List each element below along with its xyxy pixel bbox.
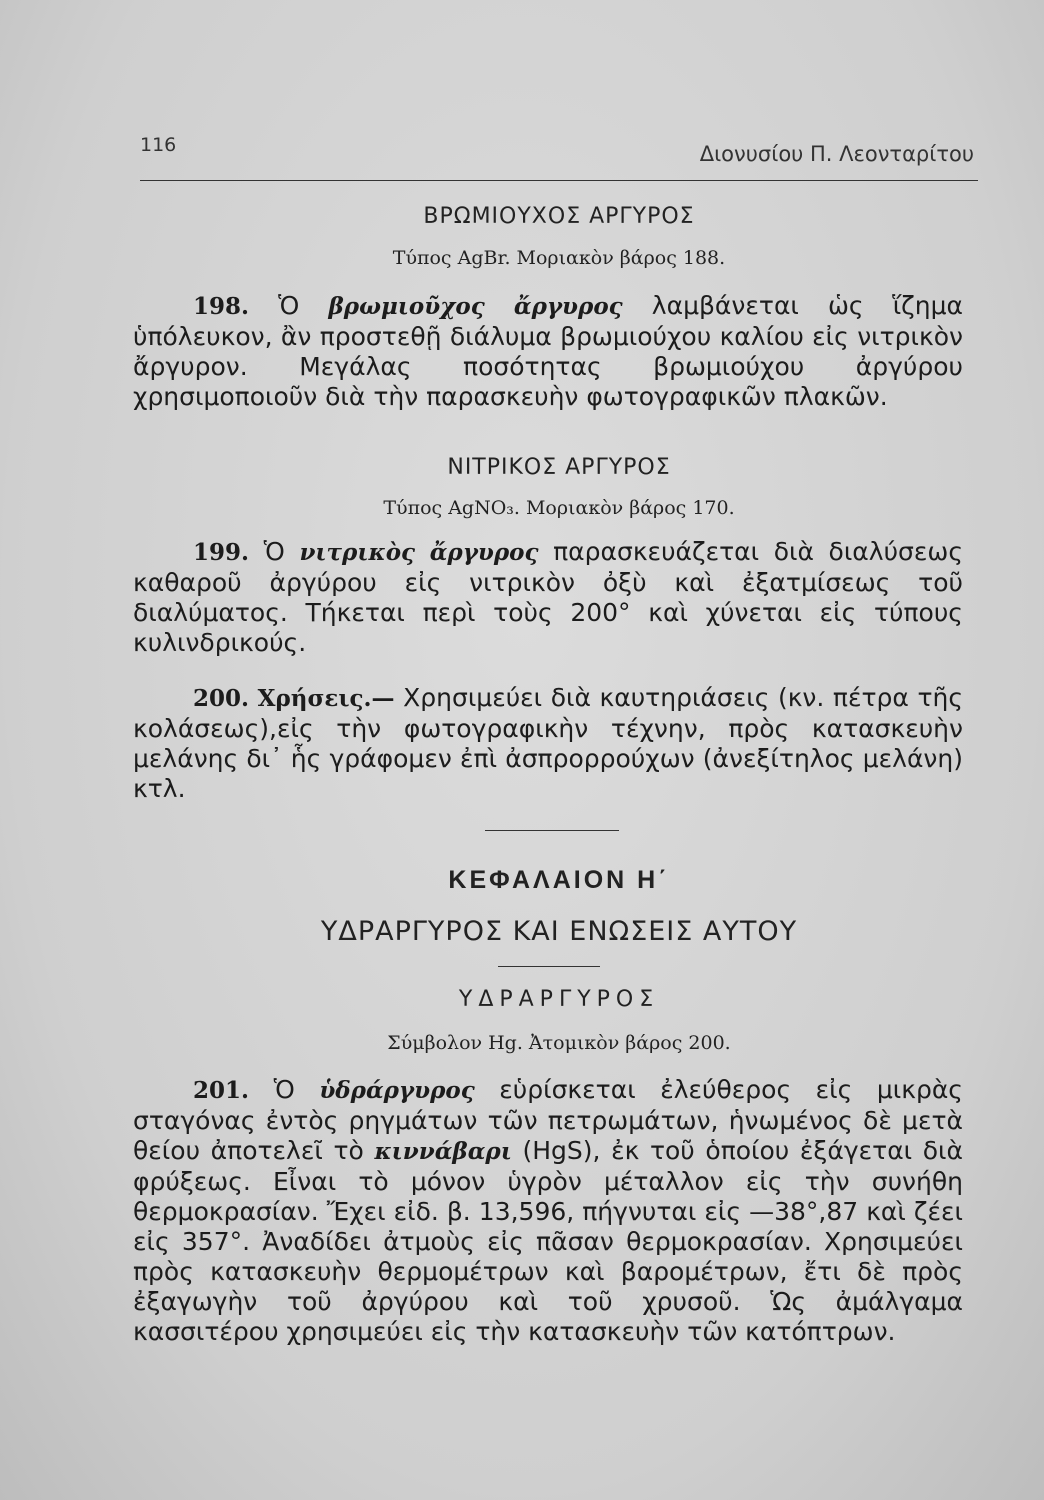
- paragraph-number: 199.: [193, 539, 250, 566]
- paragraph-lead: Ὁ: [273, 1075, 295, 1104]
- paragraph-text: λαμβάνεται ὡς ἵζημα ὑπόλευκον, ἂν προστεθῇ διάλυμα βρωμιούχου καλίου εἰς νιτρικὸν ἄργυρον. Μεγάλας ποσότητας βρωμιούχου ἀργύρου χρησιμοποιοῦν διὰ τὴν παρασκευὴν φωτογραφικῶν πλακῶν.: [133, 291, 964, 411]
- term-cinnabar: κιννάβαρι: [374, 1138, 512, 1165]
- chapter-divider: [498, 966, 600, 967]
- formula-line-agno3: Τύπος AgNO₃. Μοριακὸν βάρος 170.: [383, 497, 735, 519]
- paragraph-lead: Ὁ: [278, 291, 300, 320]
- section-divider: [485, 830, 619, 831]
- section-title-silver-nitrate: ΝΙΤΡΙΚΟΣ ΑΡΓΥΡΟΣ: [447, 455, 671, 480]
- running-head: Διονυσίου Π. Λεονταρίτου: [699, 142, 974, 166]
- page-header: [140, 128, 978, 181]
- page-number: 116: [140, 134, 177, 156]
- section-title-silver-bromide: ΒΡΩΜΙΟΥΧΟΣ ΑΡΓΥΡΟΣ: [423, 204, 695, 229]
- paragraph-number: 201.: [193, 1077, 250, 1104]
- term-uses: Χρήσεις.—: [257, 685, 395, 712]
- paragraph-198: [133, 291, 963, 412]
- section-title-mercury: ΥΔΡΑΡΓΥΡΟΣ: [458, 987, 660, 1012]
- paragraph-199: [133, 537, 963, 658]
- formula-line-agbr: Τύπος AgBr. Μοριακὸν βάρος 188.: [392, 247, 726, 269]
- paragraph-text: εὑρίσκεται ἐλεύθερος εἰς μικρὰς σταγόνας ἐντὸς ρηγμάτων τῶν πετρωμάτων, ἡνωμένος δὲ μετὰ θείου ἀποτελεῖ τὸ: [133, 1075, 963, 1165]
- paragraph-number: 200.: [193, 685, 250, 712]
- chapter-label: ΚΕΦΑΛΑΙΟΝ Η΄: [448, 866, 670, 894]
- paragraph-number: 198.: [193, 293, 250, 320]
- paragraph-text: Χρησιμεύει διὰ καυτηριάσεις (κν. πέτρα τῆς κολάσεως),εἰς τὴν φωτογραφικὴν τέχνην, πρὸς κατασκευὴν μελάνης δι᾽ ἧς γράφομεν ἐπὶ ἀσπρορρούχων (ἀνεξίτηλος μελάνη) κτλ.: [133, 683, 964, 803]
- paragraph-201: [133, 1075, 963, 1347]
- term-silver-bromide: βρωμιοῦχος ἄργυρος: [328, 293, 623, 320]
- chapter-title: ΥΔΡΑΡΓΥΡΟΣ ΚΑΙ ΕΝΩΣΕΙΣ ΑΥΤΟΥ: [320, 916, 798, 947]
- paragraph-text: παρασκευάζεται διὰ διαλύσεως καθαροῦ ἀργύρου εἰς νιτρικὸν ὀξὺ καὶ ἐξατμίσεως τοῦ διαλύματος. Τήκεται περὶ τοὺς 200° καὶ χύνεται εἰς τύπους κυλινδρικούς.: [133, 537, 964, 657]
- term-mercury: ὑδράργυρος: [319, 1077, 475, 1104]
- paragraph-200: [133, 683, 963, 804]
- paragraph-text: (HgS), ἐκ τοῦ ὁποίου ἐξάγεται διὰ φρύξεως. Εἶναι τὸ μόνον ὑγρὸν μέταλλον εἰς τὴν συνήθη θερμοκρασίαν. Ἔχει εἰδ. β. 13,596, πήγνυται εἰς —38°,87 καὶ ζέει εἰς 357°. Ἀναδίδει ἀτμοὺς εἰς πᾶσαν θερμοκρασίαν. Χρησιμεύει πρὸς κατασκευὴν θερμομέτρων καὶ βαρομέτρων, ἔτι δὲ πρὸς ἐξαγωγὴν τοῦ ἀργύρου καὶ τοῦ χρυσοῦ. Ὡς ἀμάλγαμα κασσιτέρου χρησιμεύει εἰς τὴν κατασκευὴν τῶν κατόπτρων.: [133, 1136, 963, 1346]
- term-silver-nitrate: νιτρικὸς ἄργυρος: [299, 539, 539, 566]
- symbol-line-hg: Σύμβολον Hg. Ἀτομικὸν βάρος 200.: [387, 1032, 731, 1054]
- paragraph-lead: Ὁ: [263, 537, 285, 566]
